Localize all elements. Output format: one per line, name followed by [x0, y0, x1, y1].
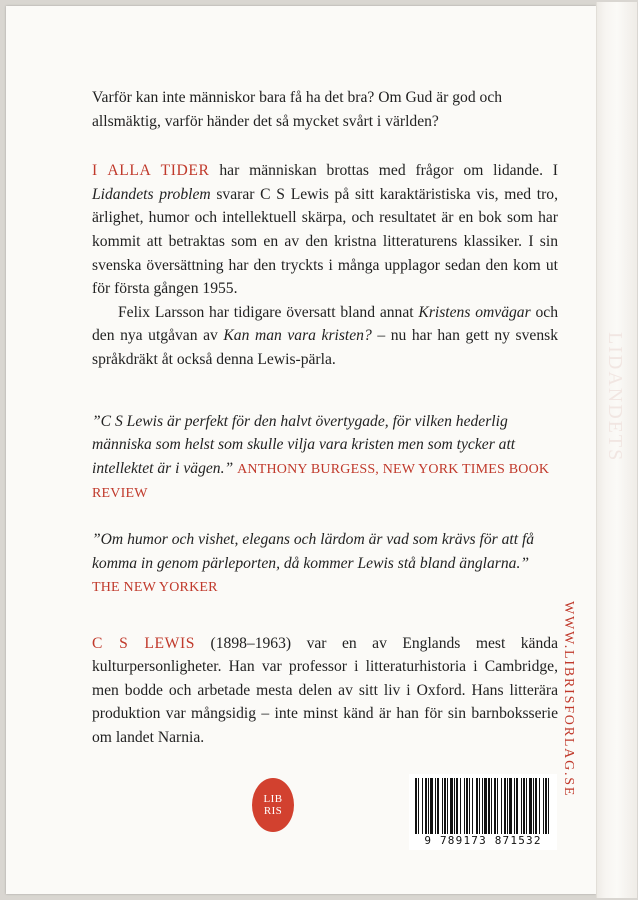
barcode-bar [454, 778, 455, 834]
barcode-bar [425, 778, 427, 834]
barcode-bar [545, 778, 547, 834]
barcode-bar [533, 778, 534, 834]
barcode-bar [422, 778, 423, 834]
barcode-bar [482, 778, 483, 834]
barcode-bar [469, 778, 470, 834]
isbn-number: 9 789173 871532 [424, 834, 542, 847]
barcode-bar [488, 778, 490, 834]
barcode-bar [437, 778, 439, 834]
paragraph-text: Felix Larsson har tidigare översatt bland annat [118, 303, 419, 321]
book-spine [596, 2, 637, 898]
barcode-bar [516, 778, 518, 834]
barcode-bar [494, 778, 496, 834]
author-bio [92, 632, 558, 750]
isbn-barcode [409, 774, 557, 850]
barcode-bar [442, 778, 443, 834]
barcode-bar [464, 778, 465, 834]
review-quote [92, 528, 558, 600]
publisher-logo [252, 778, 294, 832]
barcode-bar [543, 778, 544, 834]
barcode-bar [497, 778, 498, 834]
barcode-bar [479, 778, 480, 834]
barcode-bar [444, 778, 446, 834]
barcode-bar [450, 778, 453, 834]
barcode-bar [428, 778, 429, 834]
publisher-website: WWW.LIBRISFORLAG.SE [561, 601, 576, 798]
barcode-bar [447, 778, 448, 834]
description-paragraph [92, 159, 558, 301]
barcode-bar [435, 778, 436, 834]
barcode-bar [523, 778, 525, 834]
translator-paragraph [92, 301, 558, 372]
intro-text: Varför kan inte människor bara få ha det bra? Om Gud är god och allsmäktig, varför händer det så mycket svårt i världen? [92, 89, 503, 130]
paragraph-text: och den nya utgåvan av [92, 303, 558, 345]
paragraph-lead: I ALLA TIDER [92, 162, 210, 180]
barcode-bar [526, 778, 527, 834]
paragraph-text: har människan brottas med frågor om lidande. I [209, 162, 558, 180]
barcode-bar [418, 778, 419, 834]
barcode-bar [514, 778, 515, 834]
barcode-bar [430, 778, 433, 834]
spine-title: LIDANDETS [604, 332, 626, 463]
barcode-bar [472, 778, 473, 834]
barcode-bar [539, 778, 540, 834]
book-title: Kan man vara kristen? [223, 327, 372, 345]
quote-text: ”C S Lewis är perfekt för den halvt övertygade, för vilken hederlig människa som helst som skulle vilja vara kristen men som tycker att intellektet är i vägen.” [92, 412, 516, 477]
cover-text [92, 86, 558, 750]
review-quote [92, 410, 558, 506]
bio-lead: C S LEWIS [92, 634, 196, 652]
book-title: Kristens omvägar [418, 303, 531, 321]
back-cover [6, 6, 596, 894]
barcode-bar [415, 778, 417, 834]
barcode-bar [535, 778, 537, 834]
barcode-bar [521, 778, 522, 834]
barcode-bar [466, 778, 468, 834]
paragraph-text: – nu har han gett ny svensk språkdräkt åt också denna Lewis-pärla. [92, 327, 559, 368]
barcode-bar [504, 778, 506, 834]
barcode-bar [509, 778, 512, 834]
paragraph-text: svarar C S Lewis på sitt karaktäristiska vis, med tro, ärlighet, humor och intellektuell skärpa, och resultatet är en bok som har kommit att betraktas som en av den kristna litteraturens klassiker. I sin svenska översättning har den tryckts i många upplagor sedan den kom ut för första gången 1955. [92, 185, 559, 298]
barcode-bar [507, 778, 508, 834]
logo-line: LIB [263, 793, 283, 805]
barcode-bar [501, 778, 502, 834]
barcode-bar [460, 778, 461, 834]
book-title: Lidandets problem [92, 185, 211, 203]
barcode-bars [415, 778, 551, 834]
quote-source: THE NEW YORKER [92, 580, 218, 596]
quote-text: ”Om humor och vishet, elegans och lärdom är vad som krävs för att få komma in genom pärleporten, då kommer Lewis stå bland änglarna.” [92, 530, 535, 572]
barcode-bar [456, 778, 458, 834]
barcode-bar [484, 778, 487, 834]
barcode-bar [548, 778, 549, 834]
barcode-bar [476, 778, 478, 834]
barcode-bar [491, 778, 492, 834]
quote-source: ANTHONY BURGESS, NEW YORK TIMES BOOK REVIEW [92, 461, 550, 502]
logo-line: RIS [263, 805, 283, 817]
bio-text: (1898–1963) var en av Englands mest kända kulturpersonligheter. Han var professor i litteraturhistoria i Cambridge, men bodde och arbetade mesta delen av sitt liv i Oxford. Hans litterära produktion var mångsidig – inte minst känd är han för sin barnboksserie om landet Narnia. [92, 634, 558, 747]
barcode-bar [529, 778, 532, 834]
